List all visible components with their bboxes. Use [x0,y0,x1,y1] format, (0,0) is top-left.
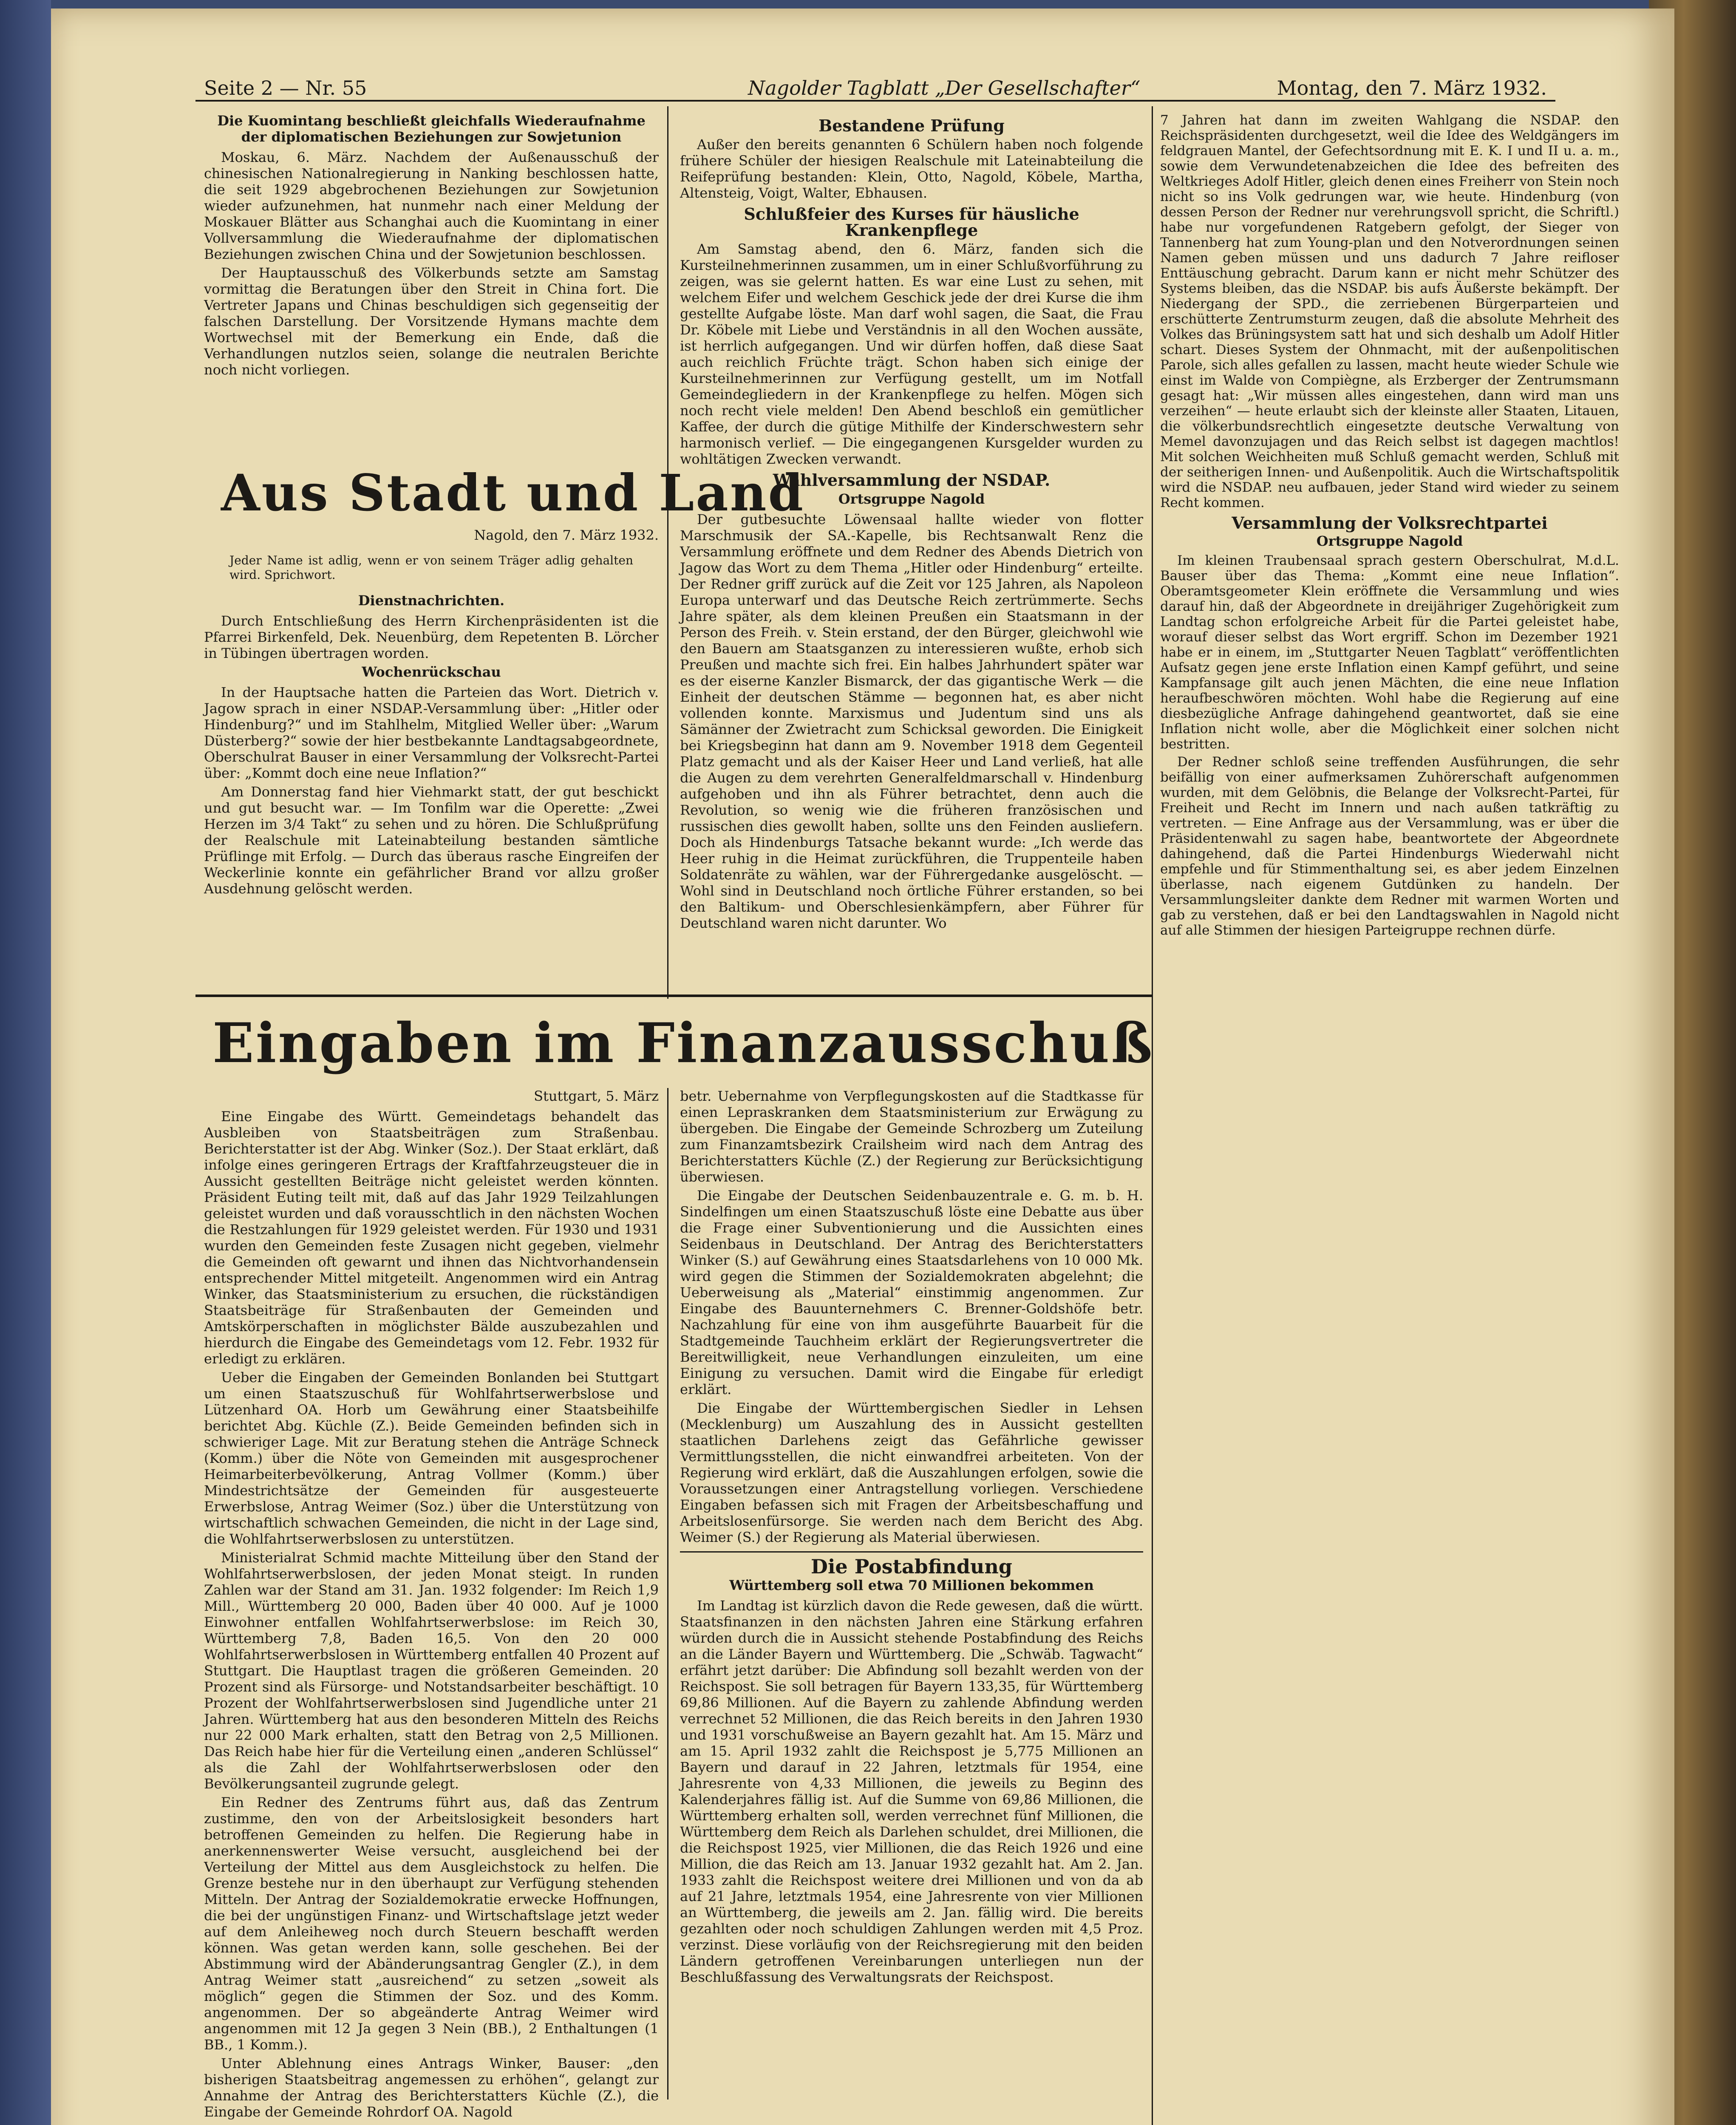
header-rule [195,100,1555,102]
header-masthead: Nagolder Tagblatt „Der Gesellschafter“ [748,76,1141,99]
post-title: Die Postabfindung [811,1555,1012,1578]
column-2 [680,113,1143,934]
subhead-woche: Wochenrückschau [362,664,501,680]
article-paragraph: betr. Uebernahme von Verpflegungskosten auf die Stadtkasse für einen Lepraskranken dem Staatsministerium zur Erwägung zu übergeben. Die Eingabe der Gemeinde Schrozberg um Zuteilung zum Finanzamtsbezirk Crailsheim wird nach dem Antrag des Berichterstatters Küchle (Z.) der Regierung zur Berücksichtigung überwiesen. [680,1088,1143,1185]
finanz-column-left [204,1088,659,2122]
article-paragraph: Eine Eingabe des Württ. Gemeindetags behandelt das Ausbleiben von Staatsbeiträgen zum Straßenbau. Berichterstatter ist der Abg. Winker (Soz.). Der Staat erklärt, daß infolge eines geringeren Ertrags der Kraftfahrzeugsteuer die in Aussicht gestellten Beiträge nicht geleistet werden könnten. Präsident Euting teilt mit, daß auf das Jahr 1929 Teilzahlungen geleistet wurden und daß vorausschtlich in den nächsten Wochen die Restzahlungen für 1929 geleistet werden. Für 1930 und 1931 wurden den Gemeinden feste Zusagen nicht gegeben, vielmehr die Gemeinden oft gewarnt und ihnen das Nichtvorhandensein entsprechender Mittel mitgeteilt. Angenommen wird ein Antrag Winker, das Staatsministerium zu ersuchen, die rückständigen Staatsbeiträge für Straßenbauten der Gemeinden und Amtskörperschaften in möglichster Bälde auszubezahlen und hierdurch die Eingabe des Gemeindetags vom 12. Febr. 1932 für erledigt zu erklären. [204,1108,659,1367]
article-paragraph: Am Samstag abend, den 6. März, fanden sich die Kursteilnehmerinnen zusammen, um in einer Schlußvorführung zu zeigen, was sie gelernt hatten. Es war eine Lust zu sehen, mit welchem Eifer und welchem Geschick jede der drei Kurse die ihm gestellte Aufgabe löste. Man darf wohl sagen, die Saat, die Frau Dr. Köbele mit Liebe und Verständnis in all den Wochen aussäte, ist herrlich aufgegangen. Und wir dürfen hoffen, daß diese Saat auch reichlich Früchte trägt. Schon haben sich einige der Kursteilnehmerinnen zur Verfügung gestellt, um im Notfall Gemeindegliedern in der Krankenpflege zu helfen. Mögen sich noch recht viele melden! Den Abend beschloß ein gemütlicher Kaffee, der durch die gütige Mithilfe der Kinderschwestern sehr harmonisch verlief. — Die eingegangenen Kursgelder wurden zu wohltätigen Zwecken verwandt. [680,241,1143,467]
article-paragraph: Im kleinen Traubensaal sprach gestern Oberschulrat, M.d.L. Bauser über das Thema: „Kommt eine neue Inflation“. Oberamtsgeometer Klein eröffnete die Versammlung und wies darauf hin, daß der Abgeordnete in dreijähriger Zugehörigkeit zum Landtag schon erfolgreiche Arbeit für die Partei geleistet habe, worauf dieser selbst das Wort ergriff. Schon im Dezember 1921 habe er in einem, im „Stuttgarter Neuen Tagblatt“ veröffentlichten Aufsatz gegen jene erste Inflation einen Kampf geführt, und seine Kampfansage gilt auch jenen Mächten, die eine neue Inflation heraufbeschwören möchten. Wohl habe die Regierung auf eine diesbezügliche Anfrage dahingehend geantwortet, daß sie eine Inflation nicht wolle, aber die Möglichkeit einer solchen nicht bestritten. [1160,553,1619,752]
subhead-krankenpflege: Schlußfeier des Kurses für häusliche Krankenpflege [744,204,1079,240]
article-paragraph: Ueber die Eingaben der Gemeinden Bonlanden bei Stuttgart um einen Staatszuschuß für Wohlfahrtserwerbslose und Lützenhard OA. Horb um Gewährung einer Staatsbeihilfe berichtet Abg. Küchle (Z.). Beide Gemeinden befinden sich in schwieriger Lage. Mit zur Beratung stehen die Anträge Schneck (Komm.) über die Nöte von Gemeinden mit ausgesprochener Heimarbeiterbevölkerung, Antrag Vollmer (Komm.) über Mindestrichtsätze der Gemeinden für ausgesteuerte Erwerbslose, Antrag Weimer (Soz.) über die Unterstützung von wirtschaftlich schwachen Gemeinden, die nicht in der Lage sind, die Wohlfahrtserwerbslosen zu unterstützen. [204,1369,659,1547]
book-binding [0,0,51,2125]
column-divider [667,1088,668,2100]
article-paragraph: Außer den bereits genannten 6 Schülern haben noch folgende frühere Schüler der hiesigen Realschule mit Lateinabteilung die Reifeprüfung bestanden: Klein, Otto, Nagold, Köbele, Martha, Altensteig, Voigt, Walter, Ebhausen. [680,136,1143,201]
article-paragraph: Am Donnerstag fand hier Viehmarkt statt, der gut beschickt und gut besucht war. — Im Tonfilm war die Operette: „Zwei Herzen im 3/4 Takt“ zu sehen und zu hören. Die Schlußprüfung der Realschule mit Lateinabteilung bestanden sämtliche Prüflinge mit Erfolg. — Durch das überaus rasche Eingreifen der Weckerlinie konnte ein gefährlicher Brand vor allzu großer Ausdehnung gelöscht werden. [204,784,659,897]
article-paragraph: Der Hauptausschuß des Völkerbunds setzte am Samstag vormittag die Beratungen über den Streit in China fort. Die Vertreter Japans und Chinas beschuldigen sich gegenseitig der falschen Darstellung. Der Vorsitzende Hymans machte dem Wortwechsel mit der Bemerkung ein Ende, daß die Verhandlungen nutzlos seien, solange die neutralen Berichte noch nicht vorliegen. [204,265,659,378]
subhead-pruefung: Bestandene Prüfung [818,116,1005,135]
column-1-local [204,527,659,899]
article-paragraph: 7 Jahren hat dann im zweiten Wahlgang die NSDAP. den Reichspräsidenten durchgesetzt, weil die Idee des Weldgängers im feldgrauen Mantel, der Gefechtsordnung mit E. K. I und II u. a. m., sowie dem Verwundetenabzeichen die Idee des befreiten des Weltkrieges Adolf Hitler, gleich denen eines Freiherr von Stein noch nicht so ins Volk gedrungen war, wie heute. Hindenburg (von dessen Person der Redner nur verehrungsvoll spricht, die Schriftl.) habe nur vorgefundenen Ratgebern gefolgt, der Sieger von Tannenberg hat zum Young-plan und den Notverordnungen seinen Namen geben müssen und uns dadurch 7 Jahre reifloser Enttäuschung gebracht. Darum kann er nicht mehr Schützer des Systems bleiben, das die NSDAP. bis aufs Äußerste bekämpft. Der Niedergang der SPD., die zerriebenen Bürgerparteien und erschütterte Zentrumsturm zeugen, daß die absolute Mehrheit des Volkes das Brüningsystem satt hat und sich deshalb um Adolf Hitler schart. Dieses System der Ohnmacht, mit der außenpolitischen Parole, sich alles gefallen zu lassen, macht heute wieder Schule wie einst im Walde von Compiègne, als Erzberger der Zentrumsmann gesagt hat: „Wir müssen alles eingestehen, dann wird man uns verzeihen“ — heute erlaubt sich der kleinste aller Staaten, Litauen, die völkerbundsrechtlich eingesetzte deutsche Verwaltung von Memel davonzujagen und das Reich selbst ist dagegen machtlos! Mit solchen Weichheiten muß Schluß gemacht werden, Schluß mit der seitherigen Innen- und Außenpolitik. Auch die Wirtschaftspolitik wird die NSDAP. neu aufbauen, jeder Stand wird wieder zu seinem Recht kommen. [1160,113,1619,510]
article-headline: Die Kuomintang beschließt gleichfalls Wiederaufnahme der diplomatischen Beziehungen zur Sowjetunion [217,113,646,145]
column-divider [667,106,668,999]
article-paragraph: In der Hauptsache hatten die Parteien das Wort. Dietrich v. Jagow sprach in einer NSDAP.-Versammlung über: „Hitler oder Hindenburg?“ und im Stahlhelm, Mitglied Weller über: „Warum Düsterberg?“ sowie der hier bestbekannte Landtagsabgeordnete, Oberschulrat Bauser in einer Versammlung der Volksrecht-Partei über: „Kommt doch eine neue Inflation?“ [204,684,659,781]
newspaper-page [51,8,1674,2125]
article-paragraph: Ministerialrat Schmid machte Mitteilung über den Stand der Wohlfahrtserwerbslosen, der jeden Monat steigt. In runden Zahlen war der Stand am 31. Jan. 1932 folgender: Im Reich 1,9 Mill., Württemberg 20 000, Baden über 40 000. Auf je 1000 Einwohner entfallen Wohlfahrtserwerbslose: im Reich 30, Württemberg 7,8, Baden 16,5. Von den 20 000 Wohlfahrtserwerbslosen in Württemberg entfallen 40 Prozent auf Stuttgart. Die Hauptlast tragen die größeren Gemeinden. 20 Prozent sind als Fürsorge- und Notstandsarbeiter beschäftigt. 10 Prozent der Wohlfahrtserwerbslosen sind Jugendliche unter 21 Jahren. Württemberg hat aus den besonderen Mitteln des Reichs nur 22 000 Mark erhalten, statt den Betrag von 2,5 Millionen. Das Reich habe hier für die Verteilung einen „anderen Schlüssel“ als die Zahl der Wohlfahrtserwerbslosen oder den Bevölkerungsanteil zugrunde gelegt. [204,1550,659,1792]
article-paragraph: Im Landtag ist kürzlich davon die Rede gewesen, daß die württ. Staatsfinanzen in den nächsten Jahren eine Stärkung erfahren würden durch die in Aussicht stehende Postabfindung des Reichs an die Länder Bayern und Württemberg. Die „Schwäb. Tagwacht“ erfährt jetzt darüber: Die Abfindung soll bezahlt werden von der Reichspost. Sie soll betragen für Bayern 133,35, für Württemberg 69,86 Millionen. Auf die Bayern zu zahlende Abfindung werden verrechnet 52 Millionen, die das Reich bereits in den Jahren 1930 und 1931 vorschußweise an Bayern gezahlt hat. Am 15. März und am 15. April 1932 zahlt die Reichspost je 5,775 Millionen an Bayern und darauf in 22 Jahren, letztmals für 1954, eine Jahresrente von 4,33 Millionen, die jeweils zu Beginn des Kalenderjahres fällig ist. Auf die Summe von 69,86 Millionen, die Württemberg erhalten soll, werden verrechnet fünf Millionen, die Württemberg dem Reich als Darlehen schuldet, drei Millionen, die die Reichspost 1925, vier Millionen, die das Reich 1926 und eine Million, die das Reich am 13. Januar 1932 gezahlt hat. Am 2. Jan. 1933 zahlt die Reichspost weitere drei Millionen und von da ab auf 21 Jahre, letztmals 1954, eine Jahresrente von vier Millionen an Württemberg, die jeweils am 2. Jan. fällig wird. Die bereits gezahlten oder noch schuldigen Zahlungen werden mit 4,5 Proz. verzinst. Diese vorläufig von der Reichsregierung mit den beiden Ländern getroffenen Vereinbarungen unterliegen nun der Beschlußfassung des Verwaltungsrats der Reichspost. [680,1598,1143,1985]
column-3 [1160,113,1619,941]
article-paragraph: Die Eingabe der Württembergischen Siedler in Lehsen (Mecklenburg) um Auszahlung des in Aussicht gestellten staatlichen Darlehens zeigt das Gefährliche gewisser Vermittlungsstellen, die nicht einwandfrei arbeiteten. Von der Regierung wird erklärt, daß die Auszahlungen erfolgen, sowie die Voraussetzungen einer Antragstellung vorliegen. Verschiedene Eingaben befassen sich mit Fragen der Arbeitsbeschaffung und Arbeitslosenfürsorge. Sie werden nach dem Bericht des Abg. Weimer (S.) der Regierung als Material überwiesen. [680,1400,1143,1545]
article-paragraph: Moskau, 6. März. Nachdem der Außenausschuß der chinesischen Nationalregierung in Nanking beschlossen hatte, die seit 1929 abgebrochenen Beziehungen zur Sowjetunion wieder aufzunehmen, hat nunmehr nach einer Meldung der Moskauer Blätter aus Schanghai auch die Kuomintang in einer Vollversammlung die Wiederaufnahme der diplomatischen Beziehungen zwischen China und der Sowjetunion beschlossen. [204,149,659,262]
header-date: Montag, den 7. März 1932. [1277,76,1547,99]
motto: Jeder Name ist adlig, wenn er von seinem Träger adlig gehalten wird. Sprichwort. [229,553,633,582]
article-paragraph: Durch Entschließung des Herrn Kirchenpräsidenten ist die Pfarrei Birkenfeld, Dek. Neuenbürg, dem Repetenten B. Lörcher in Tübingen übertragen worden. [204,613,659,661]
subhead-ortsgruppe: Ortsgruppe Nagold [838,491,985,507]
article-paragraph: Der Redner schloß seine treffenden Ausführungen, die sehr beifällig von einer aufmerksamen Zuhörerschaft aufgenommen wurden, mit dem Gelöbnis, die Belange der Volksrecht-Partei, für Freiheit und Recht im Innern und nach außen tatkräftig zu vertreten. — Eine Anfrage aus der Versammlung, was er über die Präsidentenwahl zu sagen habe, beantwortete der Abgeordnete dahingehend, daß die Partei Hindenburgs Wiederwahl nicht empfehle und für Stimmenthaltung sei, es aber jedem Einzelnen überlasse, nach eigenem Gutdünken zu handeln. Der Versammlungsleiter dankte dem Redner mit warmen Worten und gab zu verstehen, daß er bei den Landtagswahlen in Nagold nicht auf alle Stimmen der hiesigen Parteigruppe rechnen dürfe. [1160,754,1619,938]
article-paragraph: Der gutbesuchte Löwensaal hallte wieder von flotter Marschmusik der SA.-Kapelle, bis Rechtsanwalt Renz die Versammlung eröffnete und dem Redner des Abends Dietrich von Jagow das Wort zu dem Thema „Hitler oder Hindenburg“ erteilte. Der Redner griff zurück auf die Zeit vor 125 Jahren, als Napoleon Europa unterwarf und das Deutsche Reich zertrümmerte. Sechs Jahre später, als dem kleinen Preußen ein Staatsmann in der Person des Freih. v. Stein erstand, der den Bürger, gleichwohl wie den Bauern am Staatsganzen zu interessieren wußte, erhob sich Preußen und machte sich frei. Ein halbes Jahrhundert später war es der eiserne Kanzler Bismarck, der das gigantische Werk — die Einheit der deutschen Stämme — begonnen hat, es aber nicht vollenden konnte. Marxismus und Judentum sind uns als Sämänner der Zwietracht zum Schicksal geworden. Die Einigkeit bei Kriegsbeginn hat dann am 9. November 1918 dem Gegenteil Platz gemacht und als der Kaiser Heer und Land verließ, hat alle die Augen zu dem verehrten Generalfeldmarschall v. Hindenburg aufgehoben und ihn als Führer betrachtet, denn auch die Revolution, so wenig wie die früheren französischen und russischen dies gewollt haben, sollte uns den Feinden ausliefern. Doch als Hindenburgs Tatsache bekannt wurde: „Ich werde das Heer ruhig in die Heimat zurückführen, die Truppenteile haben Soldatenräte zu wählen, war der Führergedanke ausgelöscht. — Wohl sind in Deutschland noch örtliche Führer erstanden, so bei den Baltikum- und Oberschlesienkämpfern, aber Führer für Deutschland waren nicht darunter. Wo [680,511,1143,931]
finanz-dateline: Stuttgart, 5. März [534,1088,659,1104]
article-separator [680,1551,1143,1553]
section-rule [195,994,1152,997]
finanz-headline: Eingaben im Finanzausschuß [212,1012,1154,1075]
subhead-nsdap: Wahlversammlung der NSDAP. [773,470,1051,490]
article-paragraph: Die Eingabe der Deutschen Seidenbauzentrale e. G. m. b. H. Sindelfingen um einen Staatszuschuß löste eine Debatte aus über die Frage einer Subventionierung und die Aussichten eines Seidenbaus in Deutschland. Der Antrag des Berichterstatters Winker (S.) auf Gewährung eines Staatsdarlehens von 10 000 Mk. wird gegen die Stimmen der Sozialdemokraten abgelehnt; die Ueberweisung als „Material“ einstimmig angenommen. Zur Eingabe des Bauunternehmers C. Brenner-Goldshöfe betr. Nachzahlung für eine von ihm ausgeführte Bauarbeit für die Stadtgemeinde Tauchheim erklärt der Regierungsvertreter die Bereitwilligkeit, neue Verhandlungen einzuleiten, um eine Einigung zu versuchen. Damit wird die Eingabe für erledigt erklärt. [680,1187,1143,1397]
subhead-volksrecht: Versammlung der Volksrechtpartei [1232,513,1548,533]
article-paragraph: Unter Ablehnung eines Antrags Winker, Bauser: „den bisherigen Staatsbeitrag angemessen zu erhöhen“, gelangt zur Annahme der Antrag des Berichterstatters Küchle (Z.), die Eingabe der Gemeinde Rohrdorf OA. Nagold [204,2055,659,2120]
section-title: Aus Stadt und Land [221,463,805,522]
article-paragraph: Ein Redner des Zentrums führt aus, daß das Zentrum zustimme, den von der Arbeitslosigkeit besonders hart betroffenen Gemeinden zu helfen. Die Regierung habe in anerkennenswerter Weise versucht, ausgleichend bei der Verteilung der Mittel aus dem Ausgleichstock zu helfen. Die Grenze bestehe nur in den überhaupt zur Verfügung stehenden Mitteln. Der Antrag der Sozialdemokratie erwecke Hoffnungen, die bei der ungünstigen Finanz- und Wirtschaftslage jetzt weder auf dem Anleiheweg noch durch Steuern beschafft werden können. Was getan werden kann, solle geschehen. Bei der Abstimmung wird der Abänderungsantrag Gengler (Z.), in dem Antrag Weimer statt „ausreichend“ zu setzen „soweit als möglich“ gegen die Stimmen der Soz. und des Komm. angenommen. Der so abgeänderte Antrag Weimer wird angenommen mit 12 Ja gegen 3 Nein (BB.), 2 Enthaltungen (1 BB., 1 Komm.). [204,1794,659,2053]
post-subtitle: Württemberg soll etwa 70 Millionen bekommen [729,1577,1094,1593]
page-header [51,72,1674,115]
subhead-dienst: Dienstnachrichten. [358,592,505,609]
column-divider [1152,106,1153,2125]
finanz-column-right [680,1088,1143,1988]
column-1 [204,113,659,380]
subhead-ortsgruppe: Ortsgruppe Nagold [1316,533,1463,549]
local-dateline: Nagold, den 7. März 1932. [474,527,659,543]
header-page-number: Seite 2 — Nr. 55 [204,76,367,99]
